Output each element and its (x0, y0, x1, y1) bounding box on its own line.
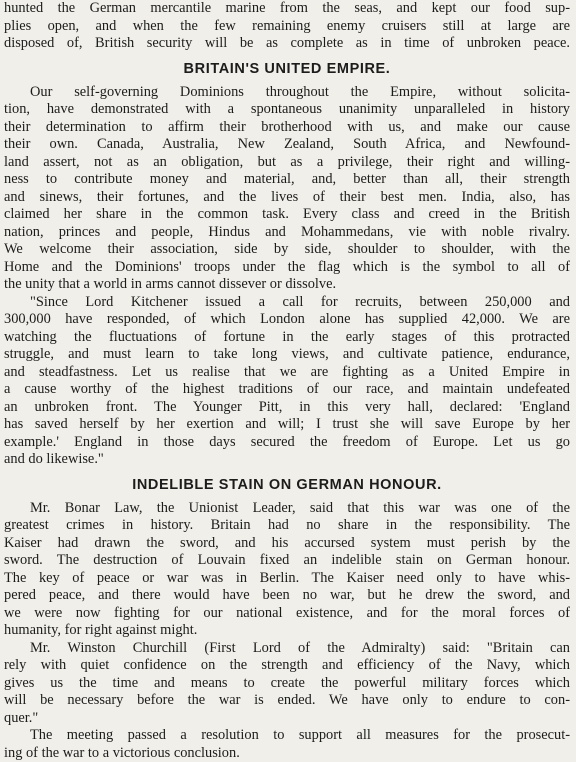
text-line: and do likewise." (4, 451, 570, 469)
text-line: claimed her share in the common task. Every class and creed in the British (4, 206, 570, 224)
text-line: The meeting passed a resolution to support all measures for the prosecut- (4, 727, 570, 745)
text-line: ness to contribute money and material, and, better than all, their strength (4, 171, 570, 189)
text-line: humanity, for right against might. (4, 622, 570, 640)
text-line: example.' England in those days secured the freedom of Europe. Let us go (4, 434, 570, 452)
text-line: an unbroken front. The Younger Pitt, in this very hall, declared: 'England (4, 399, 570, 417)
resolution-paragraph (4, 727, 570, 762)
text-line: disposed of, British security will be as complete as in time of unbroken peace. (4, 35, 570, 53)
text-line: Home and the Dominions' troops under the flag which is the symbol to all of (4, 259, 570, 277)
text-line: Kaiser had drawn the sword, and his accursed system must perish by the (4, 535, 570, 553)
text-line: their own. Canada, Australia, New Zealand, South Africa, and Newfound- (4, 136, 570, 154)
text-line: pered peace, and there would have been no war, but he drew the sword, and (4, 587, 570, 605)
text-line: Mr. Winston Churchill (First Lord of the Admiralty) said: "Britain can (4, 640, 570, 658)
text-line: Mr. Bonar Law, the Unionist Leader, said that this war was one of the (4, 500, 570, 518)
text-line: The key of peace or war was in Berlin. The Kaiser need only to have whis- (4, 570, 570, 588)
text-line: nation, princes and people, Hindus and Mohammedans, vie with noble rivalry. (4, 224, 570, 242)
text-line: Our self-governing Dominions throughout the Empire, without solicita- (4, 84, 570, 102)
text-line: their determination to affirm their brotherhood with us, and make our cause (4, 119, 570, 137)
text-line: We welcome their association, side by side, shoulder to shoulder, with the (4, 241, 570, 259)
text-line: land assert, not as an obligation, but as a privilege, their right and willing- (4, 154, 570, 172)
text-line: "Since Lord Kitchener issued a call for recruits, between 250,000 and (4, 294, 570, 312)
text-line: 300,000 have responded, of which London alone has supplied 42,000. We are (4, 311, 570, 329)
kitchener-quote-paragraph (4, 294, 570, 469)
text-line: we were now fighting for our national existence, and for the moral forces of (4, 605, 570, 623)
churchill-paragraph (4, 640, 570, 728)
text-line: and sinews, their fortunes, and the lives of their best men. India, also, has (4, 189, 570, 207)
text-line: and steadfastness. Let us realise that we are fighting as a United Empire in (4, 364, 570, 382)
text-line: ing of the war to a victorious conclusion. (4, 745, 570, 762)
text-line: hunted the German mercantile marine from the seas, and kept our food sup- (4, 0, 570, 18)
text-line: quer." (4, 710, 570, 728)
text-line: has saved herself by her exertion and will; I trust she will save Europe by her (4, 416, 570, 434)
text-line: struggle, and must learn to take long views, and cultivate patience, endurance, (4, 346, 570, 364)
text-line: a cause worthy of the highest traditions of our race, and maintain undefeated (4, 381, 570, 399)
text-line: rely with quiet confidence on the strength and efficiency of the Navy, which (4, 657, 570, 675)
text-line: sword. The destruction of Louvain fixed an indelible stain on German honour. (4, 552, 570, 570)
text-line: the unity that a world in arms cannot dissever or dissolve. (4, 276, 570, 294)
text-line: gives us the time and means to create the powerful military forces which (4, 675, 570, 693)
intro-paragraph (4, 0, 570, 53)
text-line: will be necessary before the war is ended. We have only to endure to con- (4, 692, 570, 710)
dominions-paragraph (4, 84, 570, 294)
bonar-law-paragraph (4, 500, 570, 640)
text-line: greatest crimes in history. Britain had no share in the responsibility. The (4, 517, 570, 535)
text-line: tion, have demonstrated with a spontaneous unanimity unparalleled in history (4, 101, 570, 119)
section-heading-german-honour: INDELIBLE STAIN ON GERMAN HONOUR. (4, 473, 570, 497)
text-line: watching the fluctuations of fortune in the early stages of this protracted (4, 329, 570, 347)
section-heading-united-empire: BRITAIN'S UNITED EMPIRE. (4, 57, 570, 81)
text-line: plies open, and when the few remaining enemy cruisers still at large are (4, 18, 570, 36)
